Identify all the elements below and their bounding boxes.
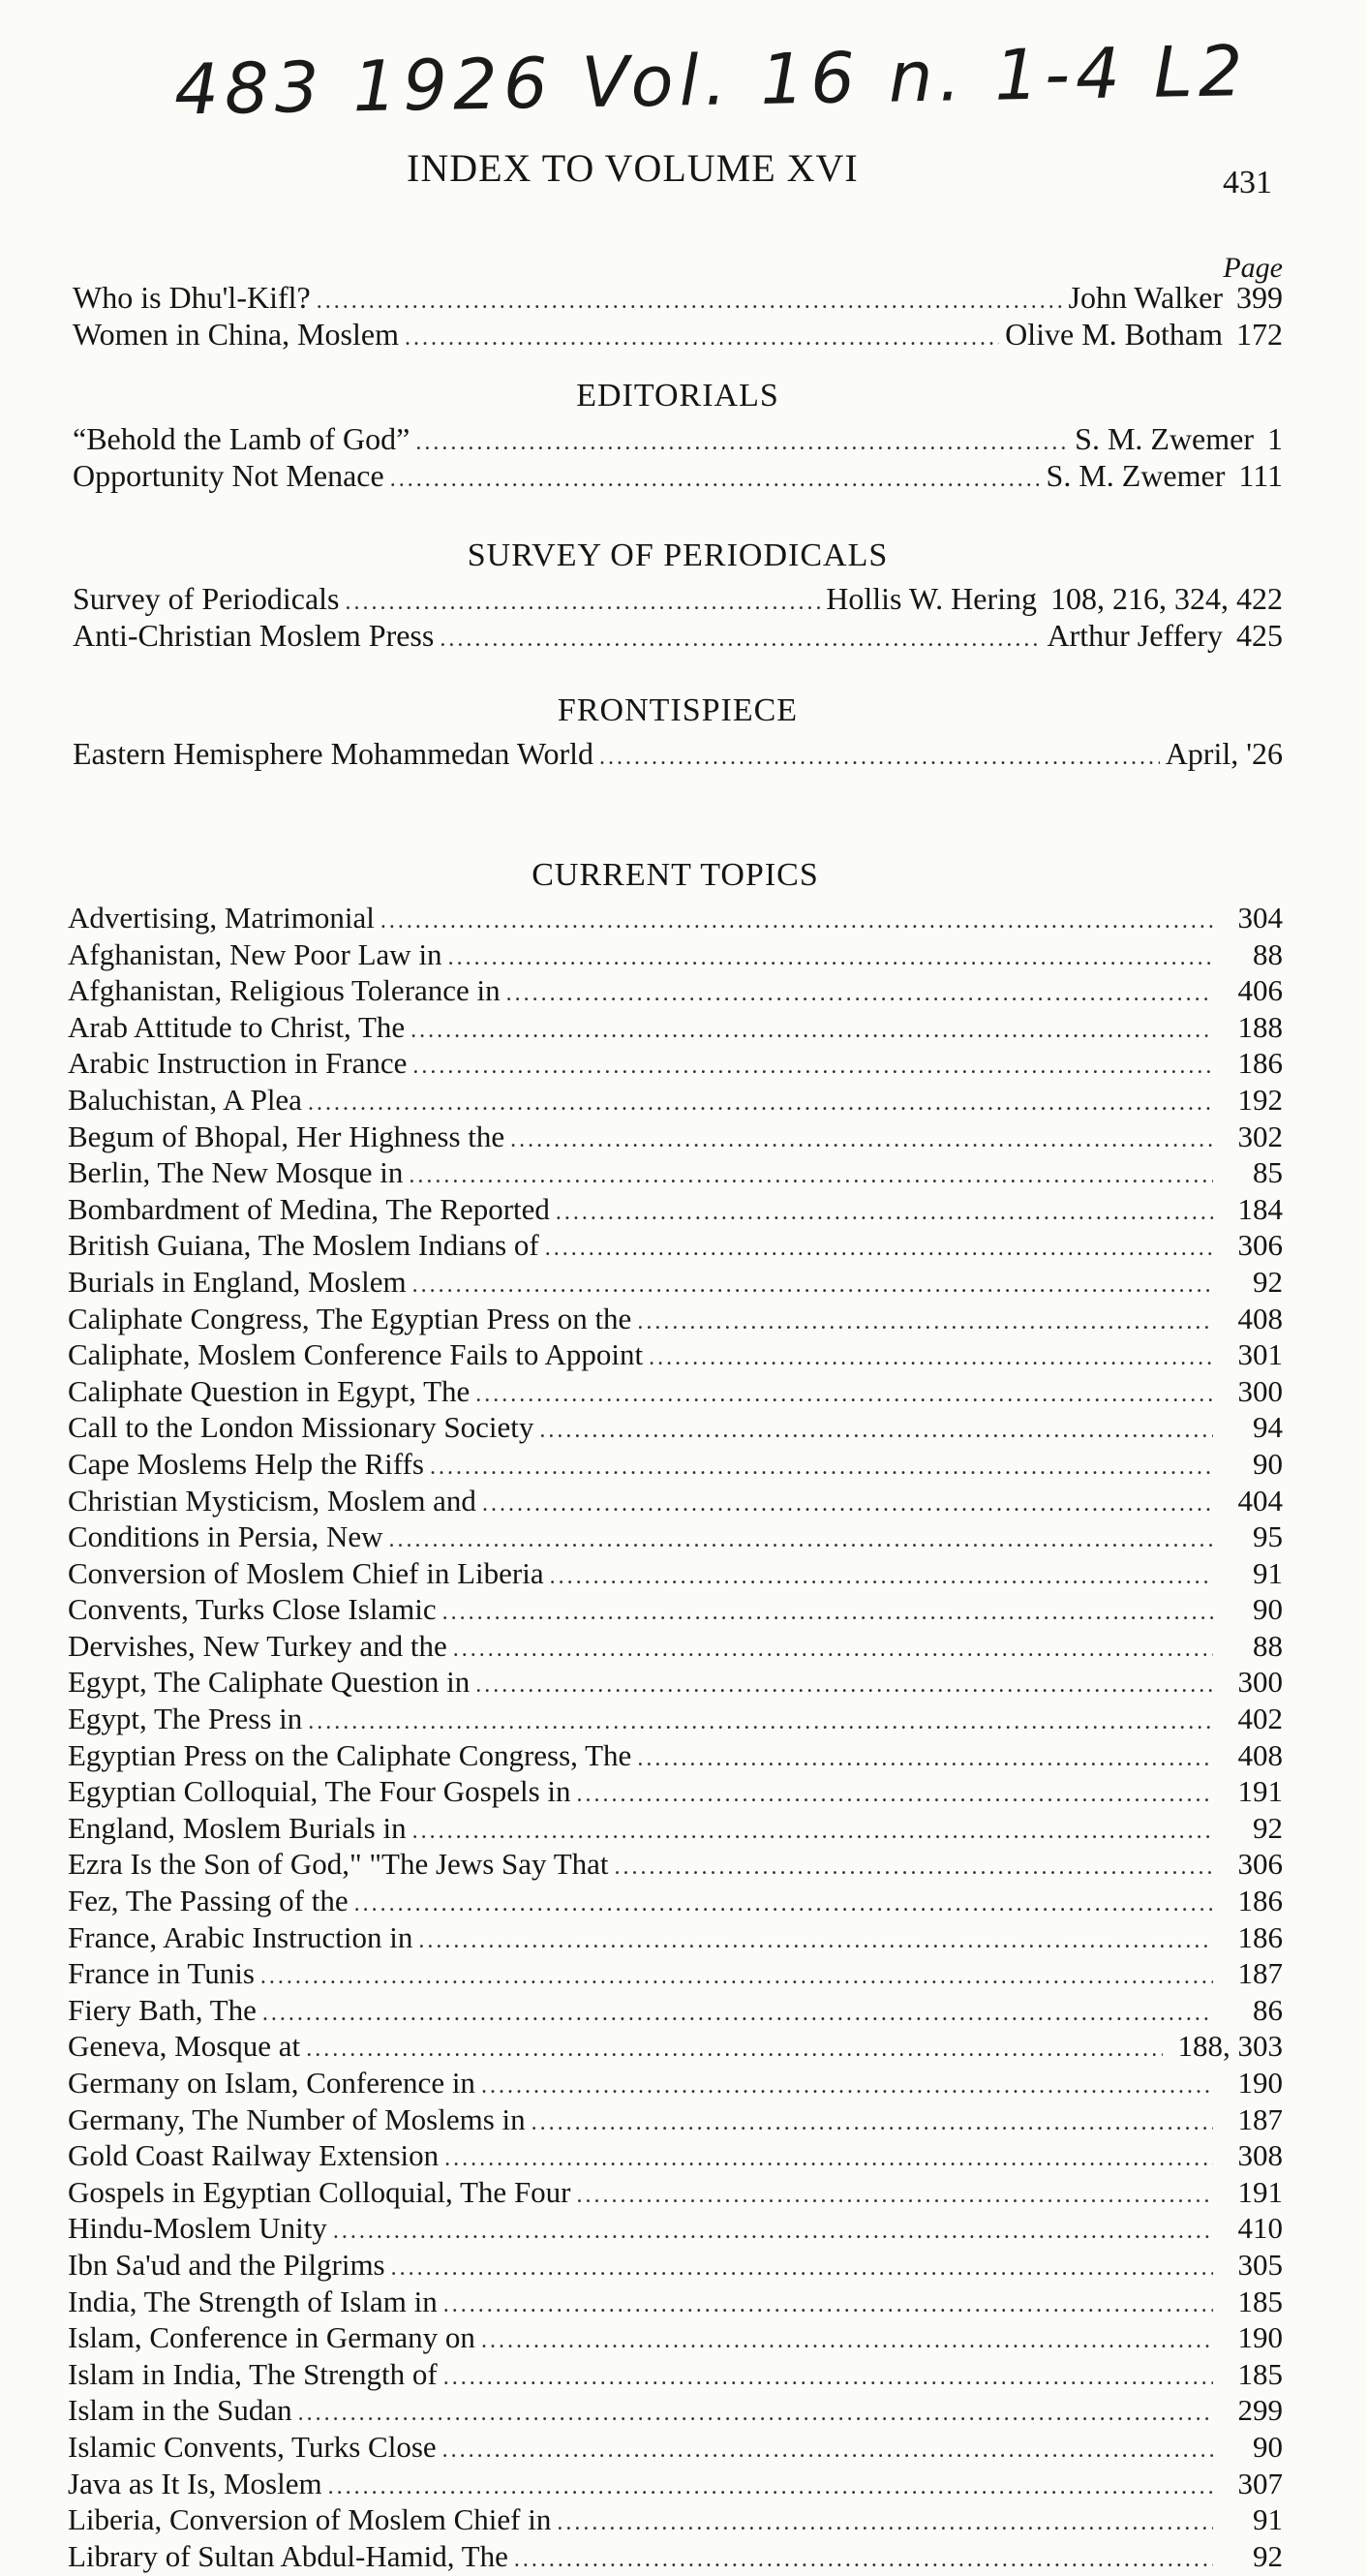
entry-title: British Guiana, The Moslem Indians of — [68, 1228, 539, 1263]
dot-leader — [354, 1888, 1213, 1921]
index-entry — [68, 1229, 1283, 1266]
index-entry — [68, 1375, 1283, 1412]
entry-title: France in Tunis — [68, 1956, 255, 1991]
entry-title: Caliphate Question in Egypt, The — [68, 1373, 471, 1408]
index-entry — [68, 1193, 1283, 1230]
entry-title: India, The Strength of Islam in — [68, 2284, 438, 2318]
index-entry — [73, 619, 1283, 656]
dot-leader — [298, 2398, 1213, 2431]
entry-page: 308 — [1237, 2138, 1283, 2173]
entry-page: 186 — [1237, 1046, 1283, 1081]
entry-title: Egyptian Colloquial, The Four Gospels in — [68, 1774, 571, 1809]
entry-title: Gospels in Egyptian Colloquial, The Four — [68, 2174, 571, 2209]
index-entry — [68, 2103, 1283, 2140]
entry-page: 191 — [1237, 2174, 1283, 2209]
entry-author: S. M. Zwemer — [1046, 458, 1226, 493]
dot-leader — [308, 1088, 1213, 1120]
entry-page: 302 — [1237, 1119, 1283, 1153]
index-entry — [68, 1156, 1283, 1193]
entry-title: Islam, Conference in Germany on — [68, 2320, 475, 2355]
entry-title: Library of Sultan Abdul-Hamid, The — [68, 2538, 508, 2573]
entry-page: 86 — [1253, 1992, 1283, 2027]
dot-leader — [637, 1743, 1213, 1776]
index-entry — [68, 902, 1283, 938]
index-entry — [68, 1957, 1283, 1994]
entry-author: S. M. Zwemer — [1075, 421, 1254, 456]
dot-leader — [556, 1197, 1213, 1230]
dot-leader — [430, 1452, 1213, 1485]
entry-title: Opportunity Not Menace — [73, 458, 384, 493]
index-entry — [68, 1011, 1283, 1048]
index-entry — [68, 2394, 1283, 2431]
index-entry — [68, 1593, 1283, 1630]
current-topics-section — [68, 857, 1283, 2576]
index-entry — [68, 2030, 1283, 2067]
dot-leader — [453, 1634, 1213, 1667]
entry-page: 172 — [1236, 317, 1283, 352]
dot-leader — [333, 2216, 1213, 2249]
entry-page: 108, 216, 324, 422 — [1050, 581, 1283, 616]
entry-page: 188 — [1237, 1009, 1283, 1044]
entry-title: Ibn Sa'ud and the Pilgrims — [68, 2247, 385, 2282]
entry-title: Arabic Instruction in France — [68, 1046, 408, 1081]
entry-title: Christian Mysticism, Moslem and — [68, 1483, 476, 1518]
entry-page: 306 — [1237, 1847, 1283, 1882]
topic-list — [68, 902, 1283, 2576]
entry-title: Cape Moslems Help the Riffs — [68, 1446, 424, 1481]
entry-title: Call to the London Missionary Society — [68, 1410, 534, 1445]
entry-title: Egyptian Press on the Caliphate Congress, The — [68, 1737, 632, 1772]
dot-leader — [418, 1925, 1213, 1958]
dot-leader — [510, 1124, 1213, 1157]
entry-page: 307 — [1237, 2466, 1283, 2500]
entry-page: 1 — [1267, 421, 1283, 456]
index-entry — [68, 1666, 1283, 1702]
entry-page: 186 — [1237, 1919, 1283, 1954]
entry-page: 399 — [1236, 280, 1283, 315]
entry-page: 185 — [1237, 2356, 1283, 2391]
index-entry — [73, 582, 1283, 619]
entry-title: Who is Dhu'l-Kifl? — [73, 280, 311, 315]
dot-leader — [514, 2544, 1213, 2576]
entry-page: 90 — [1253, 2429, 1283, 2464]
entry-page: 408 — [1237, 1737, 1283, 1772]
page-title: INDEX TO VOLUME XVI — [407, 146, 859, 190]
index-entry — [68, 1303, 1283, 1339]
page-column-label: Page — [1223, 252, 1283, 284]
entry-title: Conditions in Persia, New — [68, 1519, 383, 1554]
entry-title: Afghanistan, Religious Tolerance in — [68, 973, 501, 1008]
index-entry — [68, 2503, 1283, 2540]
editorials-section — [73, 378, 1283, 496]
entry-title: Germany on Islam, Conference in — [68, 2066, 475, 2100]
entry-date: April, '26 — [1165, 736, 1283, 771]
index-entry — [73, 459, 1283, 496]
index-entry — [73, 281, 1283, 318]
index-entry — [68, 1702, 1283, 1739]
entry-page: 94 — [1253, 1410, 1283, 1445]
entry-page: 95 — [1253, 1519, 1283, 1554]
entry-title: England, Moslem Burials in — [68, 1810, 407, 1845]
entry-title: Conversion of Moslem Chief in Liberia — [68, 1555, 544, 1590]
index-entry — [73, 318, 1283, 354]
entry-page: 304 — [1237, 901, 1283, 935]
dot-leader — [317, 285, 1063, 318]
entry-page: 300 — [1237, 1665, 1283, 1700]
dot-leader — [442, 2435, 1213, 2468]
index-entry — [68, 974, 1283, 1011]
entry-title: Egypt, The Press in — [68, 1702, 303, 1736]
dot-leader — [262, 1998, 1213, 2031]
entry-page: 299 — [1237, 2393, 1283, 2428]
index-entry — [68, 1921, 1283, 1958]
entry-page: 300 — [1237, 1373, 1283, 1408]
entry-title: Islam in India, The Strength of — [68, 2356, 438, 2391]
entry-title: Baluchistan, A Plea — [68, 1082, 302, 1117]
dot-leader — [475, 1379, 1213, 1412]
entry-title: Berlin, The New Mosque in — [68, 1155, 404, 1190]
dot-leader — [328, 2471, 1213, 2504]
dot-leader — [410, 1015, 1213, 1048]
dot-leader — [390, 463, 1041, 496]
index-entry — [68, 1047, 1283, 1084]
entry-page: 408 — [1237, 1301, 1283, 1335]
dot-leader — [440, 623, 1041, 656]
entry-page: 88 — [1253, 936, 1283, 971]
entry-title: Gold Coast Railway Extension — [68, 2138, 440, 2173]
entry-page: 410 — [1237, 2211, 1283, 2246]
entry-title: Islam in the Sudan — [68, 2393, 292, 2428]
entry-page: 111 — [1238, 458, 1283, 493]
dot-leader — [539, 1415, 1213, 1448]
entry-page: 305 — [1237, 2247, 1283, 2282]
index-entry — [68, 1775, 1283, 1812]
dot-leader — [557, 2507, 1213, 2540]
entry-title: Hindu-Moslem Unity — [68, 2211, 327, 2246]
dot-leader — [545, 1233, 1213, 1266]
entry-page: 187 — [1237, 1956, 1283, 1991]
entry-page: 184 — [1237, 1191, 1283, 1226]
entry-page: 91 — [1253, 2502, 1283, 2537]
entry-page: 90 — [1253, 1592, 1283, 1627]
dot-leader — [260, 1961, 1213, 1994]
dot-leader — [532, 2107, 1213, 2140]
index-entry — [68, 1084, 1283, 1120]
entry-page: 425 — [1236, 618, 1283, 653]
dot-leader — [481, 2325, 1213, 2358]
index-entry — [68, 1739, 1283, 1776]
page-number: 431 — [1223, 165, 1272, 200]
entry-page: 85 — [1253, 1155, 1283, 1190]
entry-page: 306 — [1237, 1228, 1283, 1263]
entry-author: Hollis W. Hering — [826, 581, 1037, 616]
survey-section — [73, 537, 1283, 656]
section-heading: EDITORIALS — [576, 378, 779, 414]
entry-page: 188, 303 — [1177, 2029, 1283, 2064]
entry-page: 185 — [1237, 2284, 1283, 2318]
dot-leader — [448, 942, 1213, 975]
index-entry — [68, 1848, 1283, 1885]
entry-page: 190 — [1237, 2066, 1283, 2100]
dot-leader — [482, 1488, 1213, 1521]
index-entry — [68, 1630, 1283, 1667]
section-heading: SURVEY OF PERIODICALS — [467, 537, 889, 573]
entry-title: Liberia, Conversion of Moslem Chief in — [68, 2502, 552, 2537]
entry-title: Caliphate Congress, The Egyptian Press on the — [68, 1301, 632, 1335]
index-entry — [68, 2431, 1283, 2468]
entry-title: Burials in England, Moslem — [68, 1264, 407, 1299]
dot-leader — [550, 1561, 1213, 1594]
dot-leader — [412, 1051, 1213, 1084]
index-entry — [68, 1520, 1283, 1557]
entry-title: Caliphate, Moslem Conference Fails to Appoint — [68, 1337, 644, 1372]
dot-leader — [389, 1524, 1214, 1557]
index-entry — [68, 2067, 1283, 2103]
index-entry — [68, 2468, 1283, 2504]
dot-leader — [346, 586, 821, 619]
entry-title: Arab Attitude to Christ, The — [68, 1009, 406, 1044]
entry-page: 190 — [1237, 2320, 1283, 2355]
entry-page: 192 — [1237, 1082, 1283, 1117]
index-entry — [68, 1338, 1283, 1375]
dot-leader — [412, 1816, 1213, 1849]
dot-leader — [637, 1306, 1213, 1339]
dot-leader — [380, 905, 1213, 938]
entry-title: Islamic Convents, Turks Close — [68, 2429, 437, 2464]
entry-page: 186 — [1237, 1884, 1283, 1918]
dot-leader — [391, 2253, 1213, 2285]
dot-leader — [306, 2034, 1162, 2067]
handwritten-call-number: 483 1926 Vol. 16 n. 1-4 L2 — [173, 30, 1250, 131]
entry-page: 92 — [1253, 2538, 1283, 2573]
index-entry — [68, 2285, 1283, 2322]
entry-title: Women in China, Moslem — [73, 317, 399, 352]
dot-leader — [443, 2289, 1213, 2322]
entry-title: Germany, The Number of Moslems in — [68, 2101, 526, 2136]
entry-title: Advertising, Matrimonial — [68, 901, 375, 935]
entry-title: “Behold the Lamb of God” — [73, 421, 410, 456]
entry-title: Fiery Bath, The — [68, 1992, 257, 2027]
entry-page: 406 — [1237, 973, 1283, 1008]
articles-section — [73, 252, 1283, 354]
entry-title: Java as It Is, Moslem — [68, 2466, 322, 2500]
entry-title: Eastern Hemisphere Mohammedan World — [73, 736, 594, 771]
index-entry — [68, 2540, 1283, 2576]
entry-title: Afghanistan, New Poor Law in — [68, 936, 442, 971]
dot-leader — [577, 1779, 1213, 1812]
entry-page: 187 — [1237, 2101, 1283, 2136]
entry-title: Anti-Christian Moslem Press — [73, 618, 435, 653]
dot-leader — [506, 978, 1213, 1011]
entry-title: Dervishes, New Turkey and the — [68, 1628, 447, 1663]
dot-leader — [615, 1852, 1213, 1885]
dot-leader — [577, 2180, 1213, 2213]
entry-title: Begum of Bhopal, Her Highness the — [68, 1119, 505, 1153]
dot-leader — [475, 1670, 1213, 1702]
index-entry — [68, 1885, 1283, 1921]
index-entry — [68, 1994, 1283, 2031]
entry-title: France, Arabic Instruction in — [68, 1919, 413, 1954]
index-entry — [73, 422, 1283, 459]
entry-page: 301 — [1237, 1337, 1283, 1372]
index-entry — [68, 938, 1283, 975]
index-entry — [68, 2321, 1283, 2358]
dot-leader — [405, 322, 999, 354]
index-entry — [68, 2249, 1283, 2285]
dot-leader — [409, 1160, 1213, 1193]
index-entry — [68, 2358, 1283, 2395]
dot-leader — [444, 2143, 1213, 2176]
index-entry — [68, 1485, 1283, 1521]
index-entry — [68, 1411, 1283, 1448]
entry-author: Olive M. Botham — [1005, 317, 1223, 352]
entry-page: 402 — [1237, 1702, 1283, 1736]
entry-page: 404 — [1237, 1483, 1283, 1518]
index-entry — [68, 2212, 1283, 2249]
entry-title: Survey of Periodicals — [73, 581, 340, 616]
dot-leader — [481, 2070, 1213, 2103]
dot-leader — [308, 1706, 1213, 1739]
index-entry — [73, 737, 1283, 774]
index-entry — [68, 2139, 1283, 2176]
index-entry — [68, 1448, 1283, 1485]
entry-title: Fez, The Passing of the — [68, 1884, 349, 1918]
entry-page: 191 — [1237, 1774, 1283, 1809]
dot-leader — [443, 2362, 1213, 2395]
section-heading: CURRENT TOPICS — [532, 857, 819, 893]
index-entry — [68, 2176, 1283, 2213]
index-entry — [68, 1812, 1283, 1849]
dot-leader — [442, 1597, 1213, 1630]
entry-page: 88 — [1253, 1628, 1283, 1663]
entry-title: Bombardment of Medina, The Reported — [68, 1191, 550, 1226]
entry-title: Convents, Turks Close Islamic — [68, 1592, 437, 1627]
dot-leader — [649, 1342, 1213, 1375]
section-heading: FRONTISPIECE — [557, 692, 799, 728]
entry-author: Arthur Jeffery — [1047, 618, 1223, 653]
frontispiece-section — [73, 692, 1283, 774]
entry-title: Geneva, Mosque at — [68, 2029, 301, 2064]
entry-page: 90 — [1253, 1446, 1283, 1481]
entry-page: 92 — [1253, 1810, 1283, 1845]
entry-page: 92 — [1253, 1264, 1283, 1299]
index-entry — [68, 1557, 1283, 1594]
entry-title: Egypt, The Caliphate Question in — [68, 1665, 471, 1700]
dot-leader — [599, 741, 1160, 774]
dot-leader — [415, 426, 1069, 459]
entry-title: Ezra Is the Son of God," "The Jews Say That — [68, 1847, 609, 1882]
entry-page: 91 — [1253, 1555, 1283, 1590]
index-entry — [68, 1266, 1283, 1303]
dot-leader — [412, 1270, 1213, 1303]
entry-author: John Walker — [1068, 280, 1223, 315]
index-entry — [68, 1120, 1283, 1157]
